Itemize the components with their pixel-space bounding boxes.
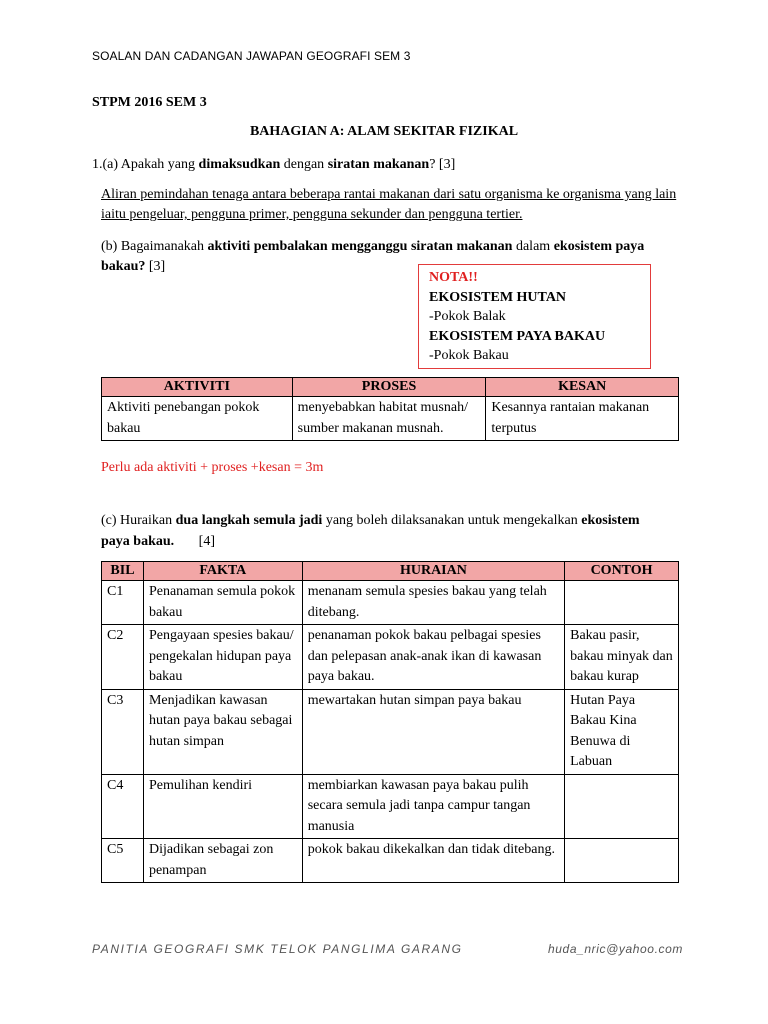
nota-line-4: -Pokok Bakau	[429, 348, 509, 363]
table-1b-header-row	[102, 378, 679, 397]
table-row	[102, 689, 679, 774]
table-cell: C2	[102, 625, 144, 690]
table-cell: Bakau pasir, bakau minyak dan bakau kurap	[565, 625, 679, 690]
table-cell: Penanaman semula pokok bakau	[143, 581, 302, 625]
table-cell: Dijadikan sebagai zon penampan	[143, 839, 302, 883]
nota-line-1: EKOSISTEM HUTAN	[429, 289, 567, 305]
table-1c	[101, 561, 679, 883]
table-cell: Pengayaan spesies bakau/ pengekalan hidupan paya bakau	[143, 625, 302, 690]
answer-1a: Aliran pemindahan tenaga antara beberapa rantai makanan dari satu organisma ke organisma yang lain iaitu pengeluar, pengguna primer, pengguna sekunder dan pengguna tertier.	[101, 187, 677, 222]
q1a-prefix: 1.(a) Apakah yang	[92, 157, 199, 172]
table-cell: Menjadikan kawasan hutan paya bakau sebagai hutan simpan	[143, 689, 302, 774]
nota-line-2: -Pokok Balak	[429, 309, 506, 324]
nota-box	[418, 264, 651, 369]
table-cell	[565, 581, 679, 625]
footer-email: huda_nric@yahoo.com	[548, 942, 683, 956]
table-cell: penanaman pokok bakau pelbagai spesies dan pelepasan anak-anak ikan di kawasan paya bakau.	[302, 625, 564, 690]
section-heading: BAHAGIAN A: ALAM SEKITAR FIZIKAL	[249, 124, 519, 139]
table-cell	[565, 774, 679, 839]
q1b-suffix: [3]	[145, 259, 166, 274]
table-cell: mewartakan hutan simpan paya bakau	[302, 689, 564, 774]
q1a-bold1: dimaksudkan	[198, 157, 281, 172]
table-1b	[101, 377, 679, 441]
question-1c	[101, 510, 661, 552]
nota-line-3: EKOSISTEM PAYA BAKAU	[429, 328, 606, 344]
table-cell: Aktiviti penebangan pokok bakau	[102, 397, 293, 441]
table-cell: C3	[102, 689, 144, 774]
marking-note: Perlu ada aktiviti + proses +kesan = 3m	[101, 460, 324, 475]
table-1c-header: CONTOH	[565, 562, 679, 581]
question-1a	[92, 155, 455, 175]
q1b-bold2: ekosistem paya bakau?	[101, 239, 645, 274]
table-cell: C5	[102, 839, 144, 883]
table-cell	[565, 839, 679, 883]
table-1b-header: AKTIVITI	[102, 378, 293, 397]
table-cell: menanam semula spesies bakau yang telah ditebang.	[302, 581, 564, 625]
table-cell: C4	[102, 774, 144, 839]
table-1b-header: KESAN	[486, 378, 679, 397]
table-row	[102, 397, 679, 441]
q1c-mid: yang boleh dilaksanakan untuk mengekalkan	[322, 513, 582, 528]
table-1c-header: FAKTA	[143, 562, 302, 581]
table-cell: Pemulihan kendiri	[143, 774, 302, 839]
nota-heading: NOTA!!	[429, 270, 478, 285]
table-cell: membiarkan kawasan paya bakau pulih secara semula jadi tanpa campur tangan manusia	[302, 774, 564, 839]
table-row	[102, 774, 679, 839]
table-row	[102, 625, 679, 690]
table-row	[102, 581, 679, 625]
table-1c-header: BIL	[102, 562, 144, 581]
q1b-bold1: aktiviti pembalakan mengganggu siratan makanan	[207, 239, 513, 254]
q1a-bold2: siratan makanan	[327, 157, 430, 172]
q1c-bold1: dua langkah semula jadi	[175, 513, 323, 528]
table-cell: Hutan Paya Bakau Kina Benuwa di Labuan	[565, 689, 679, 774]
q1c-suffix: [4]	[174, 534, 215, 549]
page-header: SOALAN DAN CADANGAN JAWAPAN GEOGRAFI SEM 3	[92, 49, 411, 63]
table-1c-header-row	[102, 562, 679, 581]
footer-school: PANITIA GEOGRAFI SMK TELOK PANGLIMA GARANG	[92, 942, 463, 956]
table-cell: menyebabkan habitat musnah/ sumber makanan musnah.	[292, 397, 486, 441]
q1a-suffix: ? [3]	[429, 157, 456, 172]
table-1c-header: HURAIAN	[302, 562, 564, 581]
table-cell: C1	[102, 581, 144, 625]
q1c-bold2: ekosistem paya bakau.	[101, 513, 640, 549]
table-1b-header: PROSES	[292, 378, 486, 397]
q1b-mid: dalam	[512, 239, 554, 254]
q1b-prefix: (b) Bagaimanakah	[101, 239, 208, 254]
table-row	[102, 839, 679, 883]
exam-title: STPM 2016 SEM 3	[92, 95, 207, 110]
q1c-prefix: (c) Huraikan	[101, 513, 176, 528]
table-cell: Kesannya rantaian makanan terputus	[486, 397, 679, 441]
q1a-mid: dengan	[280, 157, 328, 172]
table-cell: pokok bakau dikekalkan dan tidak ditebang.	[302, 839, 564, 883]
